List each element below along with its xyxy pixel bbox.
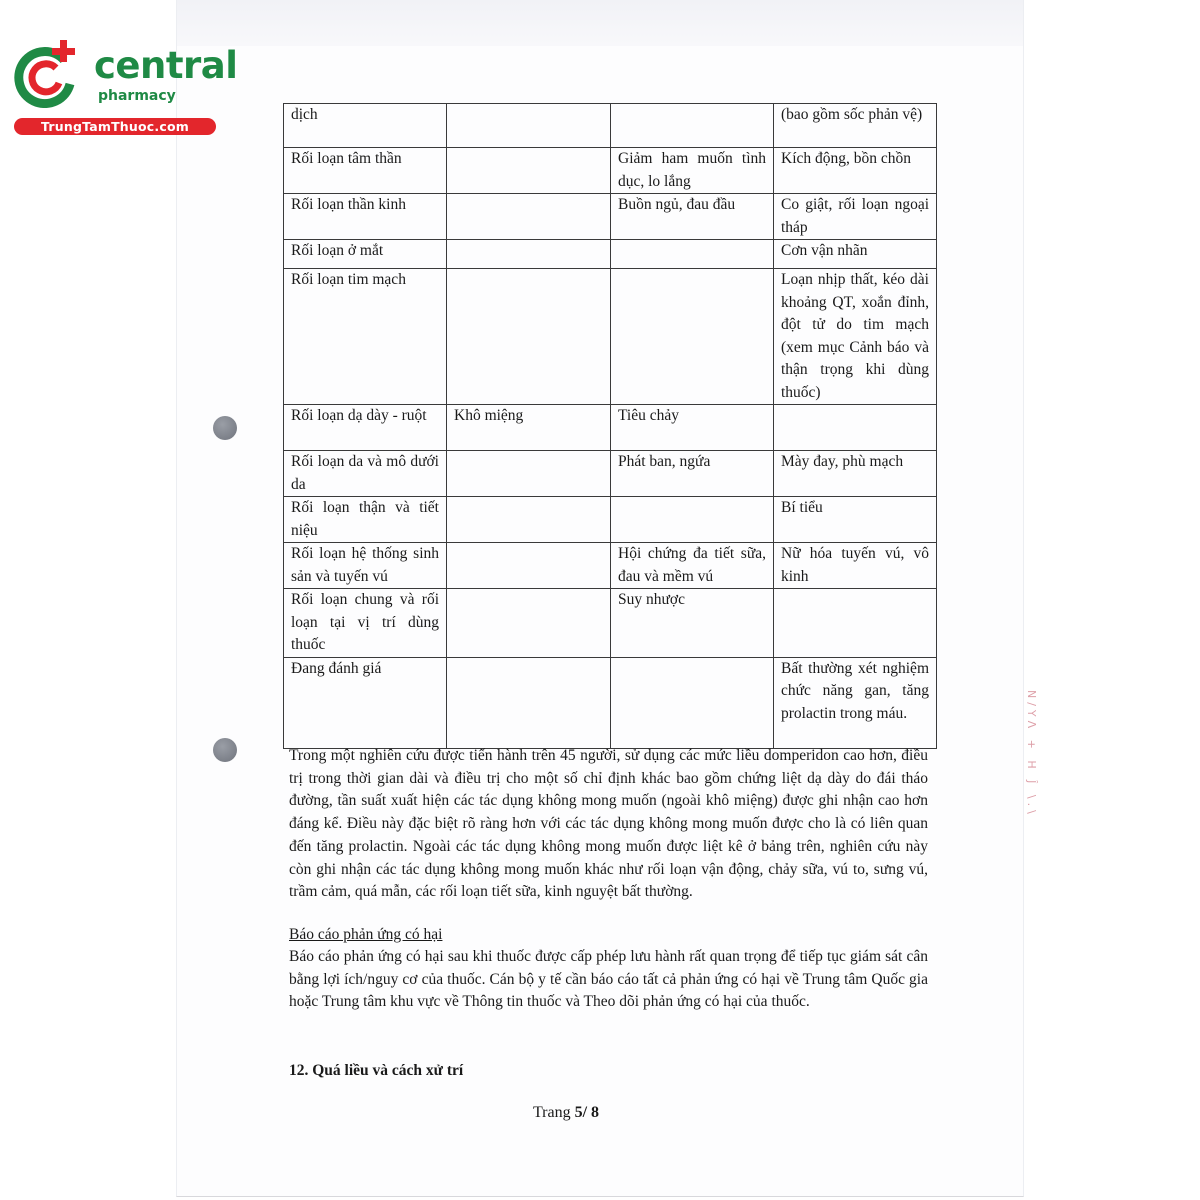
table-row (284, 657, 937, 748)
organ-class-cell: Rối loạn thận và tiết niệu (284, 497, 447, 543)
frequency-cell (447, 657, 611, 748)
organ-class-cell: Đang đánh giá (284, 657, 447, 748)
table-row (284, 543, 937, 589)
frequency-cell: Hội chứng đa tiết sữa, đau và mềm vú (611, 543, 774, 589)
frequency-cell: Co giật, rối loạn ngoại tháp (774, 194, 937, 240)
central-pharmacy-logo[interactable] (8, 38, 238, 138)
table-row (284, 589, 937, 658)
frequency-cell: Tiêu chảy (611, 405, 774, 451)
table-row (284, 240, 937, 269)
table-row (284, 497, 937, 543)
organ-class-cell: Rối loạn dạ dày - ruột (284, 405, 447, 451)
frequency-cell: Bí tiểu (774, 497, 937, 543)
frequency-cell (447, 451, 611, 497)
page-number-value: 5/ 8 (574, 1104, 600, 1121)
pharmacy-cross-logo-icon (12, 38, 82, 108)
table-row (284, 451, 937, 497)
punch-hole-bottom (213, 738, 237, 762)
page-number-prefix: Trang (532, 1104, 571, 1121)
table-row (284, 269, 937, 405)
frequency-cell: Buồn ngủ, đau đầu (611, 194, 774, 240)
table-row (284, 104, 937, 148)
report-paragraph: Báo cáo phản ứng có hại sau khi thuốc được cấp phép lưu hành rất quan trọng để tiếp tục giám sát cân bằng lợi ích/nguy cơ của thuốc. Cán bộ y tế cần báo cáo tất cả phản ứng có hại về Trung tâm Quốc gia hoặc Trung tâm khu vực về Thông tin thuốc và Theo dõi phản ứng có hại của thuốc. (289, 948, 928, 1011)
frequency-cell: Mày đay, phù mạch (774, 451, 937, 497)
logo-subtitle: pharmacy (98, 88, 176, 104)
organ-class-cell: Rối loạn ở mắt (284, 240, 447, 269)
frequency-cell (611, 497, 774, 543)
frequency-cell (774, 589, 937, 658)
frequency-cell (447, 240, 611, 269)
table-row (284, 194, 937, 240)
frequency-cell (611, 269, 774, 405)
logo-brand-name: central (94, 44, 238, 87)
report-heading: Báo cáo phản ứng có hại (289, 926, 443, 943)
frequency-cell (447, 497, 611, 543)
table-row (284, 148, 937, 194)
frequency-cell: Giảm ham muốn tình dục, lo lắng (611, 148, 774, 194)
page-number (0, 1102, 1132, 1124)
organ-class-cell: dịch (284, 104, 447, 148)
study-paragraph: Trong một nghiên cứu được tiến hành trên 45 người, sử dụng các mức liều domperidon cao hơn, điều trị trong thời gian dài và điều trị cho một số chỉ định khác bao gồm chứng liệt dạ dày do đái tháo đường, tần suất xuất hiện các tác dụng không mong muốn (ngoài khô miệng) được ghi nhận cao hơn đáng kể. Điều này đặc biệt rõ ràng hơn với các tác dụng không mong muốn được cho là có liên quan đến tăng prolactin. Ngoài các tác dụng không mong muốn được liệt kê ở bảng trên, nghiên cứu này còn ghi nhận các tác dụng không mong muốn khác như rối loạn vận động, chảy sữa, vú to, sưng vú, trầm cảm, quá mẫn, các rối loạn tiết sữa, kinh nguyệt bất thường. (289, 747, 928, 901)
frequency-cell (611, 657, 774, 748)
organ-class-cell: Rối loạn thần kinh (284, 194, 447, 240)
frequency-cell (447, 194, 611, 240)
section-title-overdose: 12. Quá liều và cách xử trí (289, 1062, 464, 1079)
frequency-cell (447, 269, 611, 405)
frequency-cell: Nữ hóa tuyến vú, vô kinh (774, 543, 937, 589)
punch-hole-top (213, 416, 237, 440)
organ-class-cell: Rối loạn tâm thần (284, 148, 447, 194)
frequency-cell: Bất thường xét nghiệm chức năng gan, tăng prolactin trong máu. (774, 657, 937, 748)
organ-class-cell: Rối loạn chung và rối loạn tại vị trí dùng thuốc (284, 589, 447, 658)
frequency-cell (447, 543, 611, 589)
frequency-cell (611, 240, 774, 269)
margin-stamp-mark: Ν/ΥΛ + H Ĵ \.\ (1025, 690, 1038, 818)
page-top-shadow (177, 0, 1023, 46)
organ-class-cell: Rối loạn hệ thống sinh sản và tuyến vú (284, 543, 447, 589)
table-row (284, 405, 937, 451)
frequency-cell (611, 104, 774, 148)
adverse-effects-table (283, 103, 937, 749)
frequency-cell: Loạn nhịp thất, kéo dài khoảng QT, xoắn đỉnh, đột tử do tim mạch (xem mục Cảnh báo và thận trọng khi dùng thuốc) (774, 269, 937, 405)
frequency-cell: Khô miệng (447, 405, 611, 451)
logo-website-banner: TrungTamThuoc.com (14, 118, 216, 135)
frequency-cell (774, 405, 937, 451)
organ-class-cell: Rối loạn tim mạch (284, 269, 447, 405)
frequency-cell: (bao gồm sốc phản vệ) (774, 104, 937, 148)
organ-class-cell: Rối loạn da và mô dưới da (284, 451, 447, 497)
frequency-cell: Kích động, bồn chồn (774, 148, 937, 194)
frequency-cell: Suy nhược (611, 589, 774, 658)
frequency-cell (447, 589, 611, 658)
frequency-cell: Cơn vận nhãn (774, 240, 937, 269)
frequency-cell: Phát ban, ngứa (611, 451, 774, 497)
frequency-cell (447, 148, 611, 194)
frequency-cell (447, 104, 611, 148)
